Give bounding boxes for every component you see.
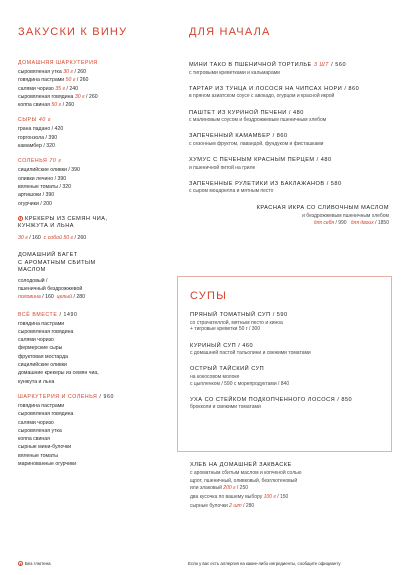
item-desc: в пряном азиатском соусе с авокадо, огурцом и красной икрой (189, 93, 335, 100)
item-desc: с цыпленком / 590 с морепродуктами / 840 (190, 380, 290, 387)
soup-item (190, 343, 390, 357)
baguette-title-2: С АРОМАТНЫМ СБИТЫМ (18, 259, 96, 266)
bread-price-line: два кусочка по вашему выбору 100 г / 150 (190, 493, 289, 500)
item-desc: и пшеничной питой на гриле (189, 164, 256, 171)
item-desc: с тигровыми креветками и кальмарами (189, 69, 280, 76)
item-title: ЗАПЕЧЕННЫЙ КАМАМБЕР / 860 (189, 133, 288, 140)
list-item: коппа свиная (18, 436, 50, 443)
bread-title: ХЛЕБ НА ДОМАШНЕЙ ЗАКВАСКЕ (190, 462, 292, 468)
menu-line: говядина пастрами 50 г / 260 (18, 77, 89, 84)
soups-list (190, 312, 390, 421)
bread-desc: щрот, пшеничный, оливковый, безглютеновый (190, 478, 298, 485)
item-title: ХУМУС С ПЕЧЕНЫМ КРАСНЫМ ПЕРЦЕМ / 480 (189, 157, 332, 164)
baguette-prices: половина / 160 целый / 280 (18, 294, 85, 301)
soup-item (190, 312, 390, 333)
menu-line: грана падано / 420 (18, 126, 64, 133)
starters-heading: ДЛЯ НАЧАЛА (189, 26, 271, 38)
baguette-title: ДОМАШНИЙ БАГЕТ (18, 252, 78, 259)
right-column (189, 26, 389, 226)
list-item: вяленые томаты (18, 452, 58, 459)
menu-line: камамбер / 320 (18, 143, 55, 150)
footer-gluten-note: Без глютена (18, 561, 51, 566)
all-together-section (18, 312, 178, 386)
soup-item (190, 397, 390, 411)
baguette-desc-2: пшеничный бездрожжевой (18, 285, 83, 292)
left-column (18, 26, 178, 468)
baguette-title-3: МАСЛОМ (18, 267, 46, 274)
item-desc: с домашней пастой тальолини и свежими томатами (190, 350, 311, 357)
cheeses-title: СЫРЫ 40 г (18, 117, 52, 124)
list-item: сицилийские оливки (18, 362, 67, 369)
list-item: салями чоризо (18, 337, 54, 344)
footer-allergy-note: Если у вас есть аллергия на какие-либо ингредиенты, сообщите официанту (188, 561, 341, 566)
bread-price-line: сырные булочки 2 шт / 280 (190, 502, 255, 509)
item-desc: на кокосовом молоке (190, 373, 240, 380)
pickles-section (18, 158, 178, 207)
starter-item (189, 110, 389, 124)
caviar-item (189, 205, 389, 226)
baguette-desc: солодовый / (18, 277, 48, 284)
caviar-desc: и бездрожжевым пшеничным хлебом (302, 212, 389, 219)
list-item: говядина пастрами (18, 402, 65, 409)
item-title: ЗАПЕЧЕННЫЕ РУЛЕТИКИ ИЗ БАКЛАЖАНОВ / 580 (189, 180, 342, 187)
starter-item (189, 86, 389, 100)
menu-line: сицилийские оливки / 390 (18, 167, 80, 174)
menu-line: сыровяленая говядина 30 г / 260 (18, 93, 98, 100)
caviar-title: КРАСНАЯ ИКРА СО СЛИВОЧНЫМ МАСЛОМ (256, 205, 389, 212)
crackers-prices: 30 г / 160 с собой 50 г / 260 (18, 234, 87, 241)
menu-line: сыровяленая утка 30 г / 260 (18, 69, 86, 75)
item-title: ОСТРЫЙ ТАЙСКИЙ СУП (190, 366, 265, 373)
crackers-title: КРЕКЕРЫ ИЗ СЕМЯН ЧИА, (18, 216, 178, 224)
list-item: маринованные огурчики (18, 461, 77, 467)
menu-line: оливки лечино / 390 (18, 175, 67, 182)
caviar-prices: для себя / 990 для двоих / 1850 (313, 219, 389, 226)
menu-line: огурчики / 200 (18, 200, 52, 207)
item-desc: с сезонным фруктом, лавандой, фундуком и фисташками (189, 140, 324, 147)
charcuterie-pickles-section (18, 394, 178, 468)
list-item: салями чоризо (18, 419, 54, 426)
menu-line: коппа свиная 50 г / 260 (18, 102, 75, 109)
list-item: домашние крекеры из семян чиа, (18, 370, 99, 377)
item-desc: с малиновым соусом и бездрожжевым пшеничным хлебом (189, 117, 327, 124)
item-title: МИНИ ТАКО В ПШЕНИЧНОЙ ТОРТИЛЬЕ 3 ШТ / 560 (189, 62, 347, 68)
list-item: сыровяленая говядина (18, 411, 74, 418)
bread-desc: с ароматным сбитым маслом и копченой солью (190, 469, 302, 476)
menu-line: артишоки / 390 (18, 192, 55, 199)
starter-item (189, 181, 389, 195)
all-together-title: ВСЁ ВМЕСТЕ / 1490 (18, 311, 78, 318)
gluten-free-icon (18, 561, 23, 566)
list-item: сыровяленая утка (18, 427, 62, 434)
pickles-title: СОЛЕНЬЯ 70 г (18, 158, 62, 165)
menu-line: вяленые томаты / 320 (18, 183, 71, 190)
soup-item (190, 366, 390, 387)
starter-item (189, 133, 389, 147)
item-title: УХА СО СТЕЙКОМ ПОДКОПЧЕННОГО ЛОСОСЯ / 850 (190, 396, 353, 403)
list-item: сыровяленая говядина (18, 328, 74, 335)
list-item: говядина пастрами (18, 320, 65, 327)
gluten-free-icon (18, 216, 23, 221)
starter-item (189, 62, 389, 76)
list-item: фермерские сыры (18, 345, 63, 352)
crackers-section (18, 216, 178, 242)
bread-section (190, 462, 390, 509)
item-desc: со страчателлой, мятным песто и киноа (190, 319, 283, 326)
baguette-section (18, 252, 178, 301)
cheeses-section (18, 117, 178, 150)
list-item: сырные мини-булочки (18, 444, 72, 451)
crackers-title-2: КУНЖУТА И ЛЬНА (18, 223, 74, 230)
charcuterie-title: ДОМАШНЯЯ ШАРКУТЕРИЯ (18, 60, 98, 66)
wine-snacks-heading: ЗАКУСКИ К ВИНУ (18, 26, 128, 38)
bread-price-line: или злаковый 200 г / 250 (190, 485, 249, 492)
charcuterie-section (18, 60, 178, 109)
charcuterie-pickles-title: ШАРКУТЕРИЯ И СОЛЕНЬЯ / 960 (18, 393, 114, 400)
item-title: ТАРТАР ИЗ ТУНЦА И ЛОСОСЯ НА ЧИПСАХ НОРИ / 860 (189, 85, 360, 92)
item-desc: брокколи и свежими томатами (190, 404, 261, 411)
list-item: кунжута и льна (18, 378, 55, 385)
starter-item (189, 157, 389, 171)
item-desc: с сыром моцарелла и мятным песто (189, 188, 274, 195)
list-item: фруктовая мостарда (18, 353, 68, 360)
item-title: КУРИНЫЙ СУП / 460 (190, 342, 254, 349)
item-desc: + тигровые креветки 50 г / 300 (190, 326, 261, 333)
menu-line: горгонзола / 390 (18, 134, 58, 141)
menu-line: салями чоризо 35 г / 240 (18, 85, 79, 92)
soups-heading: СУПЫ (190, 290, 228, 302)
item-title: ПРЯНЫЙ ТОМАТНЫЙ СУП / 590 (190, 312, 288, 318)
item-title: ПАШТЕТ ИЗ КУРИНОЙ ПЕЧЕНИ / 480 (189, 109, 304, 116)
